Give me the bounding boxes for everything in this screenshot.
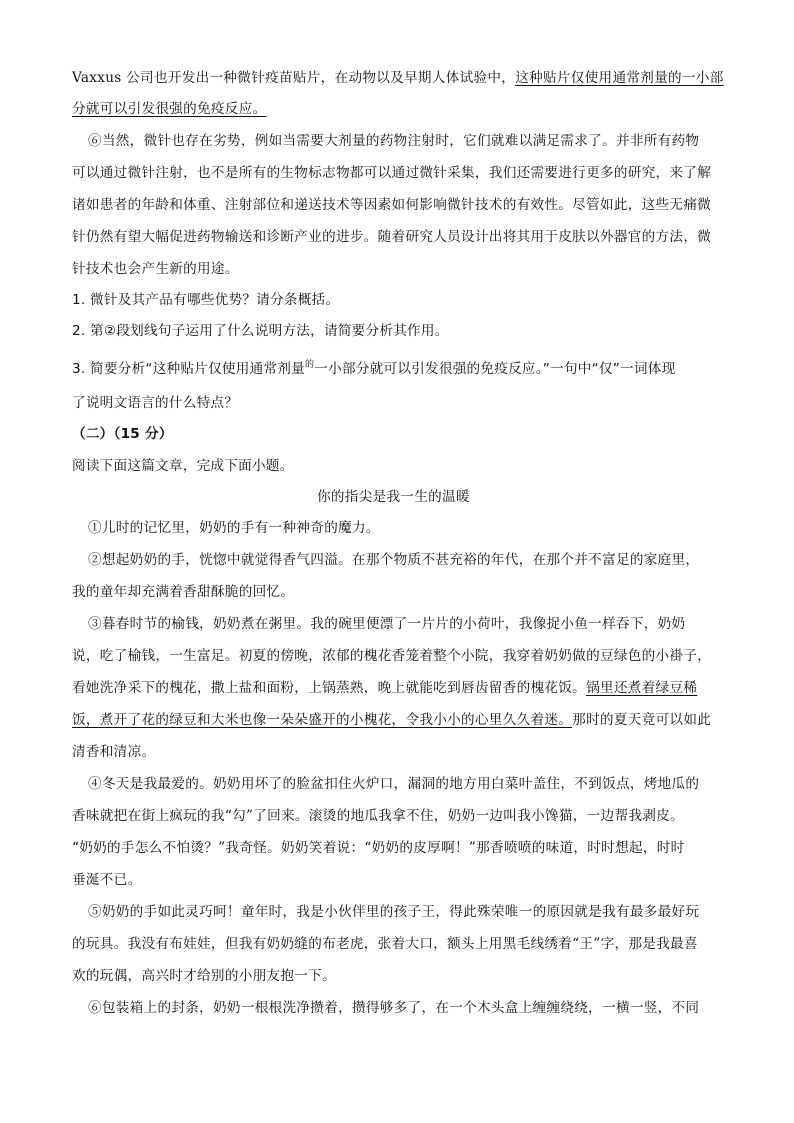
underlined-sentence: 这种贴片仅使用通常剂量的一小部 [515,70,724,86]
essay-paragraph: 欢的玩偶，高兴时才给别的小朋友抱一下。 [72,968,336,984]
question-3-text: 3. 简要分析“这种贴片仅使用通常剂量 [72,361,305,377]
paragraph-line: 针仍然有望大幅促进药物输送和诊断产业的进步。随着研究人员设计出将其用于皮肤以外器官的方法，微 [72,229,712,245]
underlined-sentence: 饭，煮开了花的绿豆和大米也像一朵朵盛开的小槐花，令我小小的心里久久着迷。 [72,712,573,728]
essay-paragraph: ⑥包装箱上的封条，奶奶一根根洗净攒着，攒得够多了，在一个木头盒上缠缠绕绕，一横一竖，不同 [88,1000,700,1016]
section-instruction: 阅读下面这篇文章，完成下面小题。 [72,458,294,474]
essay-paragraph [72,676,697,696]
essay-paragraph: 的玩具。我没有布娃娃，但我有奶奶缝的布老虎，张着大口，额头上用黑毛线绣着“王”字，那是我最喜 [72,936,698,952]
question-3 [72,357,675,377]
essay-paragraph: 垂涎不已。 [72,872,142,888]
superscript-char: 的 [305,360,315,370]
essay-paragraph: 我的童年却充满着香甜酥脆的回忆。 [72,584,295,600]
question-2: 2. 第②段划线句子运用了什么说明方法，请简要分析其作用。 [72,323,449,339]
essay-paragraph: 香味就把在街上疯玩的我“勾”了回来。滚烫的地瓜我拿不住，奶奶一边叫我小馋猫，一边帮我剥皮。 [72,808,684,824]
essay-paragraph: ④冬天是我最爱的。奶奶用坏了的脸盆扣住火炉口，漏洞的地方用白菜叶盖住，不到饭点，烤地瓜的 [88,776,700,792]
essay-paragraph: ①儿时的记忆里，奶奶的手有一种神奇的魔力。 [88,520,380,536]
essay-paragraph: ⑤奶奶的手如此灵巧呵！童年时，我是小伙伴里的孩子王，得此殊荣唯一的原因就是我有最多最好玩 [88,904,700,920]
question-3-text: 一小部分就可以引发很强的免疫反应。”一句中“仅”一词体现 [314,361,676,377]
paragraph-line: 可以通过微针注射，也不是所有的生物标志物都可以通过微针采集，我们还需要进行更多的研究，来了解 [72,165,712,181]
essay-paragraph: ③暮春时节的榆钱，奶奶煮在粥里。我的碗里便漂了一片片的小荷叶，我像捉小鱼一样吞下，奶奶 [88,616,686,632]
essay-paragraph: 说，吃了榆钱，一生富足。初夏的傍晚，浓郁的槐花香笼着整个小院，我穿着奶奶做的豆绿色的小褂子， [72,648,712,664]
question-1: 1. 微针及其产品有哪些优势？请分条概括。 [72,292,340,308]
essay-paragraph: “奶奶的手怎么不怕烫？”我奇怪。奶奶笑着说：“奶奶的皮厚啊！”那香喷喷的味道，时时想起，时时 [72,840,685,856]
underlined-sentence: 分就可以引发很强的免疫反应。 [72,101,267,117]
essay-text: 看她洗净采下的槐花，撒上盐和面粉，上锅蒸熟，晚上就能吃到唇齿留香的槐花饭。 [72,680,587,696]
essay-text: 那时的夏天竟可以如此 [572,712,712,728]
essay-paragraph: 清香和清凉。 [72,744,156,760]
paragraph-line [72,66,724,86]
paragraph-line: ⑥当然，微针也存在劣势，例如当需要大剂量的药物注射时，它们就难以满足需求了。并非所有药物 [88,133,700,149]
paragraph-line: 诸如患者的年龄和体重、注射部位和递送技术等因素如何影响微针技术的有效性。尽管如此，这些无痛微 [72,197,712,213]
paragraph-line [72,97,267,117]
essay-paragraph: ②想起奶奶的手，恍惚中就觉得香气四溢。在那个物质不甚充裕的年代，在那个并不富足的家庭里， [88,552,700,568]
paragraph-line: 针技术也会产生新的用途。 [72,261,239,277]
essay-paragraph [72,708,711,728]
section-header: （二）（15 分） [72,426,173,442]
essay-title: 你的指尖是我一生的温暖 [317,489,470,505]
paragraph-text: Vaxxus 公司也开发出一种微针疫苗贴片，在动物以及早期人体试验中， [72,70,516,86]
underlined-sentence: 锅里还煮着绿豆稀 [586,680,698,696]
question-3-line-2: 了说明文语言的什么特点？ [72,395,239,411]
